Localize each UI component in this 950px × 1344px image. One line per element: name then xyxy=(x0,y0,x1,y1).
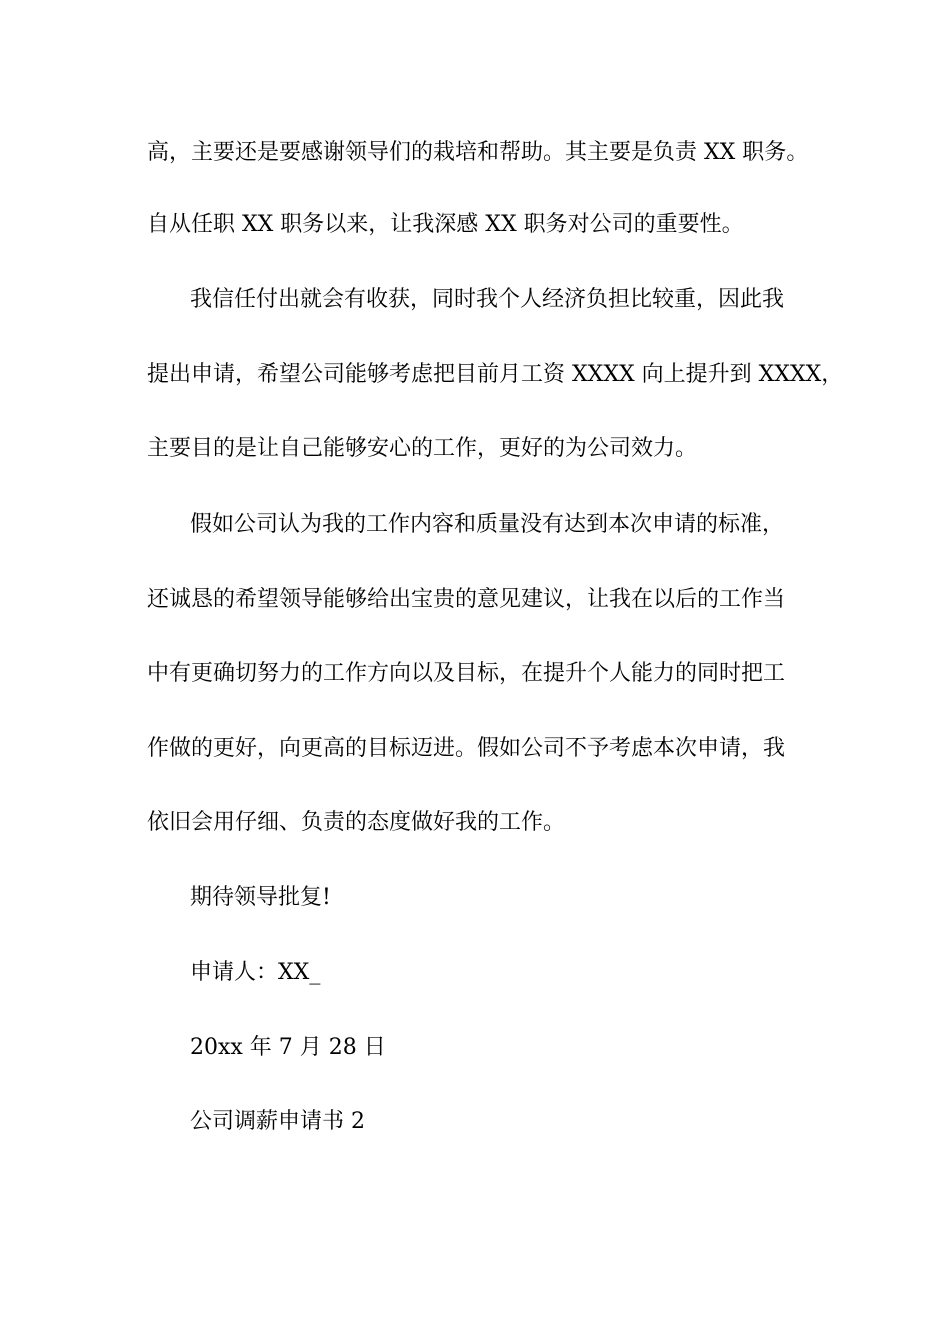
paragraph-line: 假如公司认为我的工作内容和质量没有达到本次申请的标准， xyxy=(190,512,785,537)
paragraph-line: 我信任付出就会有收获，同时我个人经济负担比较重，因此我 xyxy=(190,287,785,312)
paragraph-line: 中有更确切努力的工作方向以及目标，在提升个人能力的同时把工 xyxy=(147,661,786,686)
paragraph-line: 主要目的是让自己能够安心的工作，更好的为公司效力。 xyxy=(147,436,698,461)
paragraph-line: 提出申请，希望公司能够考虑把目前月工资 XXXX 向上提升到 XXXX， xyxy=(147,362,844,387)
paragraph-line: 还诚恳的希望领导能够给出宝贵的意见建议，让我在以后的工作当 xyxy=(147,587,786,612)
paragraph-line: 作做的更好，向更高的目标迈进。假如公司不予考虑本次申请，我 xyxy=(147,736,786,761)
section-title: 公司调薪申请书 2 xyxy=(190,1109,365,1134)
paragraph-line: 高，主要还是要感谢领导们的栽培和帮助。其主要是负责 XX 职务。 xyxy=(147,140,809,165)
paragraph-line: 依旧会用仔细、负责的态度做好我的工作。 xyxy=(147,810,566,835)
applicant-line: 申请人：XX_ xyxy=(190,960,321,985)
date-line: 20xx 年 7 月 28 日 xyxy=(190,1035,386,1060)
closing-line: 期待领导批复! xyxy=(190,885,331,910)
paragraph-line: 自从任职 XX 职务以来，让我深感 XX 职务对公司的重要性。 xyxy=(147,212,744,237)
